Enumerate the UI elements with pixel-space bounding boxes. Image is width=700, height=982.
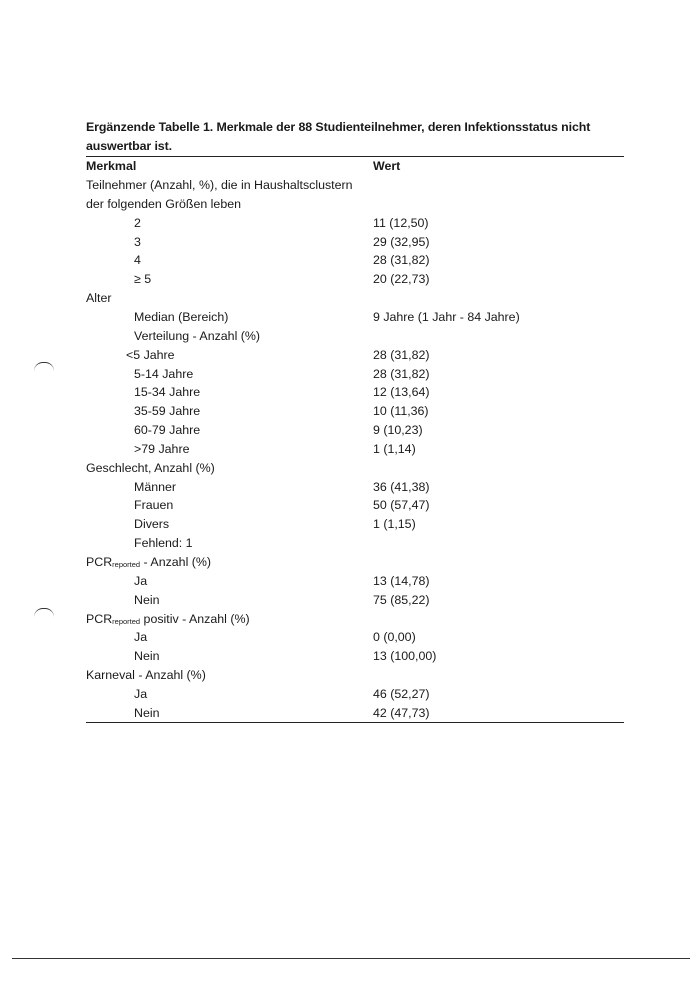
row-label: Teilnehmer (Anzahl, %), die in Haushaltsclustern — [86, 178, 353, 192]
row-label: 5-14 Jahre — [134, 366, 194, 381]
row-value: 29 (32,95) — [373, 234, 430, 249]
row-label: Ja — [134, 686, 148, 701]
row-value: 75 (85,22) — [373, 592, 430, 607]
table-row — [0, 440, 700, 459]
row-value: 10 (11,36) — [373, 404, 429, 419]
table-row — [0, 176, 700, 195]
row-label: Frauen — [134, 498, 174, 513]
row-label: Fehlend: 1 — [134, 536, 193, 551]
row-value: 28 (31,82) — [373, 253, 430, 268]
row-label: Alter — [86, 291, 112, 306]
table-row — [0, 704, 700, 723]
table-row — [0, 346, 700, 365]
page-footer-rule — [12, 958, 690, 959]
row-value: 28 (31,82) — [373, 366, 430, 381]
row-value: 28 (31,82) — [373, 347, 430, 362]
row-label: 4 — [134, 253, 141, 268]
table-bottom-rule — [86, 722, 624, 723]
table-row — [0, 666, 700, 685]
table-row — [0, 214, 700, 233]
row-label-rest: - Anzahl (%) — [140, 555, 212, 569]
row-label: 60-79 Jahre — [134, 423, 201, 438]
row-value: 1 (1,14) — [373, 441, 416, 456]
row-value: 36 (41,38) — [373, 479, 430, 494]
column-header-merkmal: Merkmal — [86, 159, 137, 173]
row-label-main: PCR — [86, 555, 113, 569]
column-header-wert: Wert — [373, 159, 401, 173]
row-label: <5 Jahre — [126, 347, 175, 362]
table-row — [0, 383, 700, 402]
row-label-subscript: reported — [112, 560, 141, 569]
row-value: 11 (12,50) — [373, 215, 429, 230]
row-label: 2 — [134, 215, 141, 230]
row-value: 9 (10,23) — [373, 423, 423, 438]
row-label: Ja — [134, 573, 148, 588]
row-label: ≥ 5 — [134, 272, 152, 287]
row-label: Nein — [134, 649, 160, 664]
table-row — [0, 628, 700, 647]
table-row — [0, 270, 700, 289]
row-label-main: PCR — [86, 611, 113, 626]
row-label: Männer — [134, 479, 177, 494]
table-row — [0, 402, 700, 421]
table-row — [0, 365, 700, 384]
table-caption: Ergänzende Tabelle 1. Merkmale der 88 Studienteilnehmer, deren Infektionsstatus nicht auswertbar ist. — [86, 120, 591, 153]
table-row — [0, 195, 700, 214]
table-row — [0, 553, 700, 572]
table-row — [0, 610, 700, 629]
row-label: Nein — [134, 592, 160, 607]
row-label — [86, 553, 211, 574]
row-label: >79 Jahre — [134, 441, 190, 456]
table-row — [0, 308, 700, 327]
row-label: Verteilung - Anzahl (%) — [134, 328, 261, 343]
row-label: 15-34 Jahre — [134, 385, 201, 400]
row-label — [86, 610, 250, 631]
table-row — [0, 421, 700, 440]
table-row — [0, 496, 700, 515]
row-label-subscript: reported — [112, 616, 141, 626]
row-value: 42 (47,73) — [373, 705, 430, 720]
row-label: Median (Bereich) — [134, 309, 229, 324]
row-label: der folgenden Größen leben — [86, 196, 241, 211]
row-label: Geschlecht, Anzahl (%) — [86, 460, 215, 475]
table-row — [0, 251, 700, 270]
table-row — [0, 327, 700, 346]
row-label: Ja — [134, 630, 148, 645]
table-row — [0, 685, 700, 704]
table-row — [0, 478, 700, 497]
row-value: 50 (57,47) — [373, 498, 430, 513]
table-row — [0, 289, 700, 308]
table-row — [0, 233, 700, 252]
table-row — [0, 534, 700, 553]
margin-mark — [34, 362, 54, 371]
table-row — [0, 515, 700, 534]
row-value: 13 (100,00) — [373, 649, 437, 664]
table-row — [0, 459, 700, 478]
margin-mark — [34, 608, 54, 617]
table-row — [0, 572, 700, 591]
row-label: 3 — [134, 234, 141, 249]
row-value: 0 (0,00) — [373, 630, 416, 645]
table-header-row — [0, 157, 700, 176]
row-value: 46 (52,27) — [373, 686, 430, 701]
row-value: 12 (13,64) — [373, 385, 430, 400]
row-label: Nein — [134, 705, 160, 720]
row-label: Divers — [134, 517, 170, 532]
row-label: Karneval - Anzahl (%) — [86, 668, 206, 683]
table-row — [0, 647, 700, 666]
row-value: 13 (14,78) — [373, 573, 430, 588]
row-value: 9 Jahre (1 Jahr - 84 Jahre) — [373, 309, 520, 324]
row-label-rest: positiv - Anzahl (%) — [140, 611, 250, 626]
table-row — [0, 591, 700, 610]
row-value: 20 (22,73) — [373, 272, 430, 287]
row-value: 1 (1,15) — [373, 517, 416, 532]
row-label: 35-59 Jahre — [134, 404, 201, 419]
